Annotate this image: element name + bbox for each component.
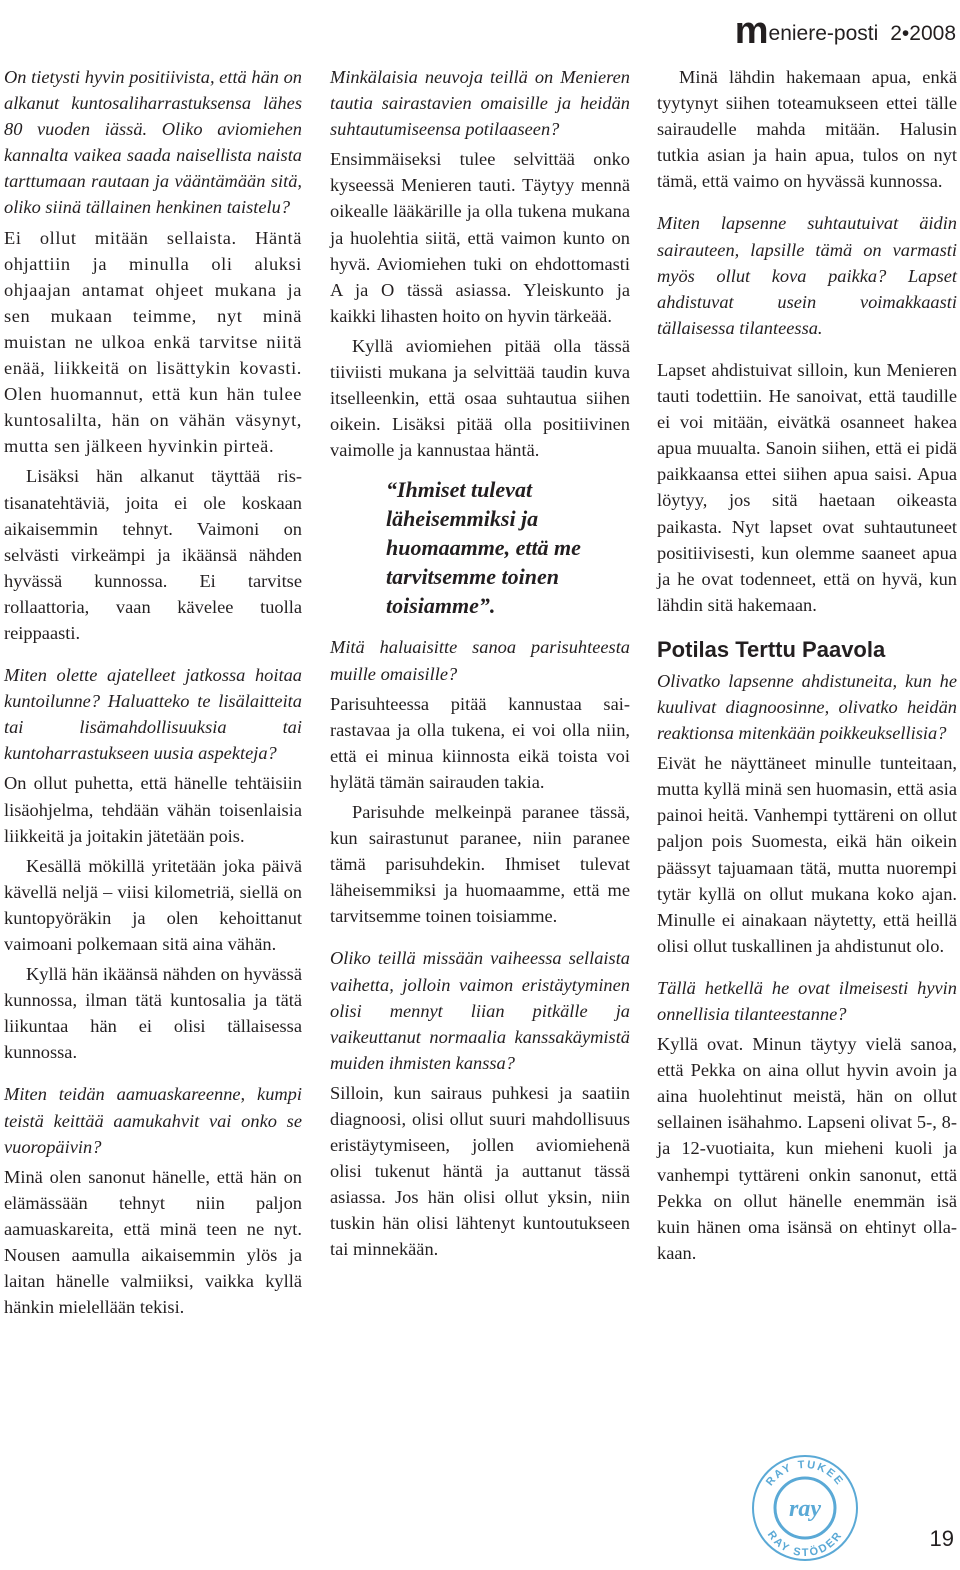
- answer: Kyllä aviomiehen pitää olla tässä tiiviisti mukana ja selvittää taudin kuva itselleenkin, että osaa suhtautua siihen oikein. Lisäksi pitää olla positiivinen vaimolle ja kannustaa häntä.: [330, 335, 630, 461]
- issue-number: 2•2008: [890, 22, 956, 45]
- magazine-title: eniere-posti: [768, 22, 879, 45]
- answer: Parisuhteessa pitää kannustaa sairastavaa ja olla tukena, ei voi olla niin, että ei minua kiinnosta eikä toista voi hylätä tämän sairauden takia.: [330, 693, 630, 792]
- answer: Lisäksi hän alkanut täyttää ristisanatehtäviä, joita ei ole koskaan aikaisemmin tehnyt. Vaimoni on selvästi virkeämpi ja ikäänsä nähden hyvässä kunnossa. Ei tarvitse rollaattoria, vaan kävelee tuolla reippaasti.: [4, 466, 302, 643]
- ray-logo: [750, 1453, 860, 1563]
- question: Tällä hetkellä he ovat ilmeisesti hyvin onnellisia tilanteestanne?: [657, 977, 957, 1024]
- answer: Ei ollut mitään sellaista. Häntä ohjattiin ja minulla oli aluksi ohjaajan antamat ohjeet mukana ja sen mukaan teimme, nyt minä muistan ne ulkoa enkä tarvitse niitä enää, liikkeitä on lisättykin kovasti. Olen huomannut, että kun hän tulee kuntosalilta, hän on vähän väsynyt, mutta sen jälkeen hyvinkin pirteä.: [4, 227, 302, 457]
- answer: Kyllä hän ikäänsä nähden on hyvässä kunnossa, ilman tätä kuntosalia ja tätä liikuntaa hän ei olisi tällaisessa kunnossa.: [4, 964, 302, 1063]
- answer: On ollut puhetta, että hänelle tehtäisiin lisäohjelma, tehdään vähän toisenlaisia liikkeitä ja joitakin jätetään pois.: [4, 773, 302, 846]
- answer: Eivät he näyttäneet minulle tunteitaan, mutta kyllä minä sen huomasin, että asia painoi heitä. Vanhempi tyttäreni on ollut paljon pois Suomesta, eikä hän oikein päässyt tajuamaan tätä, mutta nuorempi tytär kyllä on ollut mukana koko ajan. Minulle ei ainakaan näytetty, että heillä olisi ollut tuskallinen ja ahdistunut olo.: [657, 753, 957, 956]
- answer: Silloin, kun sairaus puhkesi ja saatiin diagnoosi, olisi ollut suuri mahdollisuus eristäytymiseen, jollen aviomiehenä olisi tukenut häntä ja auttanut tässä asiassa. Jos hän olisi ollut yksin, niin tuskin hän olisi lähtenyt kuntoutukseen tai minnekään.: [330, 1082, 630, 1260]
- pull-quote: “Ihmiset tulevat läheisemmiksi ja huomaamme, että me tarvitsemme toinen toisiamme”.: [386, 477, 581, 619]
- answer: Minä olen sanonut hänelle, että hän on elämässään tehnyt niin paljon aamuaskareita, että minä teen ne nyt. Nousen aamulla aikaisemmin ylös ja laitan hänelle valmiiksi, vaikka kyllä hänkin mielellään tekisi.: [4, 1166, 302, 1318]
- question: Oliko teillä missään vaiheessa sellaista vaihetta, jolloin vaimon eristäytyminen olisi mennyt liian pitkälle ja vaikeuttanut normaalia kanssakäymistä muiden ihmisten kanssa?: [330, 948, 630, 1073]
- column-2: [330, 64, 630, 1267]
- magazine-logo-letter: m: [734, 10, 767, 52]
- answer: Minä lähdin hakemaan apua, enkä tyytynyt siihen toteamukseen ettei tälle sairaudelle mahda mitään. Halusin tutkia asian ja hain apua, tulos on nyt tämä, että vaimo on hyvässä kunnossa.: [657, 67, 957, 192]
- answer: Ensimmäiseksi tulee selvittää onko kyseessä Menieren tauti. Täytyy mennä oikealle lääkärille ja olla tukena mukana ja huolehtia siitä, että vaimon kunto on hyvä. Aviomiehen tuki on ehdottomasti A ja O tässä asiassa. Yleiskunto ja kaikki lihasten hoito on hyvin tärkeää.: [330, 149, 630, 326]
- answer: Kyllä ovat. Minun täytyy vielä sanoa, että Pekka on aina ollut hyvin avoin ja aina huolehtinut meistä, hän on ollut sellainen isähahmo. Lapseni olivat 5-, 8- ja 12-vuotiaita, kun mieheni kuoli ja vanhempi tyttäreni onkin sanonut, että Pekka on ollut hänelle enemmän isä kuin hänen oma isänsä on ehtinyt ollakaan.: [657, 1034, 957, 1263]
- question: Miten teidän aamuaskareenne, kumpi teistä keittää aamukahvit vai onko se vuoropäivin?: [4, 1084, 302, 1157]
- page-header: [734, 8, 956, 52]
- question: On tietysti hyvin positiivista, että hän on alkanut kuntosaliharrastuksensa lähes 80 vuoden iässä. Oliko aviomiehen kannalta vaikea saada naisellista naista tarttumaan rautaan ja vääntämään sitä, oliko siinä tällainen henkinen taistelu?: [4, 67, 302, 218]
- question: Miten olette ajatelleet jatkossa hoitaa kuntoilunne? Haluatteko te lisälaitteita tai lisämahdollisuuksia tai kuntoharrastukseen uusia aspekteja?: [4, 665, 302, 764]
- ray-logo-center-text: ray: [789, 1496, 821, 1522]
- ray-logo-bottom-text: RAY STÖDER: [764, 1528, 846, 1560]
- ray-logo-top-text: RAY TUKEE: [763, 1458, 847, 1489]
- answer: Parisuhde melkeinpä paranee tässä, kun sairastunut paranee, niin paranee tämä parisuhdekin. Ihmiset tulevat läheisemmiksi ja huomaamme, että me tarvitsemme toinen toisiamme.: [330, 801, 630, 927]
- column-1: [4, 64, 302, 1324]
- question: Mitä haluaisitte sanoa parisuhteesta muille omaisille?: [330, 637, 630, 684]
- answer: Lapset ahdistuivat silloin, kun Menieren tauti todettiin. He sanoivat, että taudille ei voi mitään, eivätkä osanneet hakea apua muualta. Sanoin siihen, että ei pidä paikkaansa ettei siihen apua saisi. Apua löytyy, jos sitä haetaan oikeasta paikasta. Nyt lapset ovat suhtautuneet positiivisesti, kun olemme saaneet apua ja he ovat todenneet, että on hyvä, kun lähdin sitä hakemaan.: [657, 359, 957, 615]
- question: Olivatko lapsenne ahdistuneita, kun he kuulivat diagnoosinne, olivatko heidän reaktionsa mitenkään poikkeuksellisia?: [657, 670, 957, 744]
- question: Miten lapsenne suhtautuivat äidin sairauteen, lapsille tämä on varmasti myös ollut kova paikka? Lapset ahdistuvat usein voimakkaasti tällaisessa tilanteessa.: [657, 213, 957, 338]
- page-number: 19: [929, 1526, 954, 1551]
- question: Minkälaisia neuvoja teillä on Menieren tautia sairastavien omaisille ja heidän suhtautumiseensa potilaaseen?: [330, 67, 630, 140]
- answer: Kesällä mökillä yritetään joka päivä kävellä neljä – viisi kilometriä, siellä on kuntopyöräkin ja olen kehoittanut vaimoani polkemaan sitä aina vähän.: [4, 855, 302, 954]
- column-3: [657, 64, 957, 1270]
- section-heading: Potilas Terttu Paavola: [657, 636, 886, 662]
